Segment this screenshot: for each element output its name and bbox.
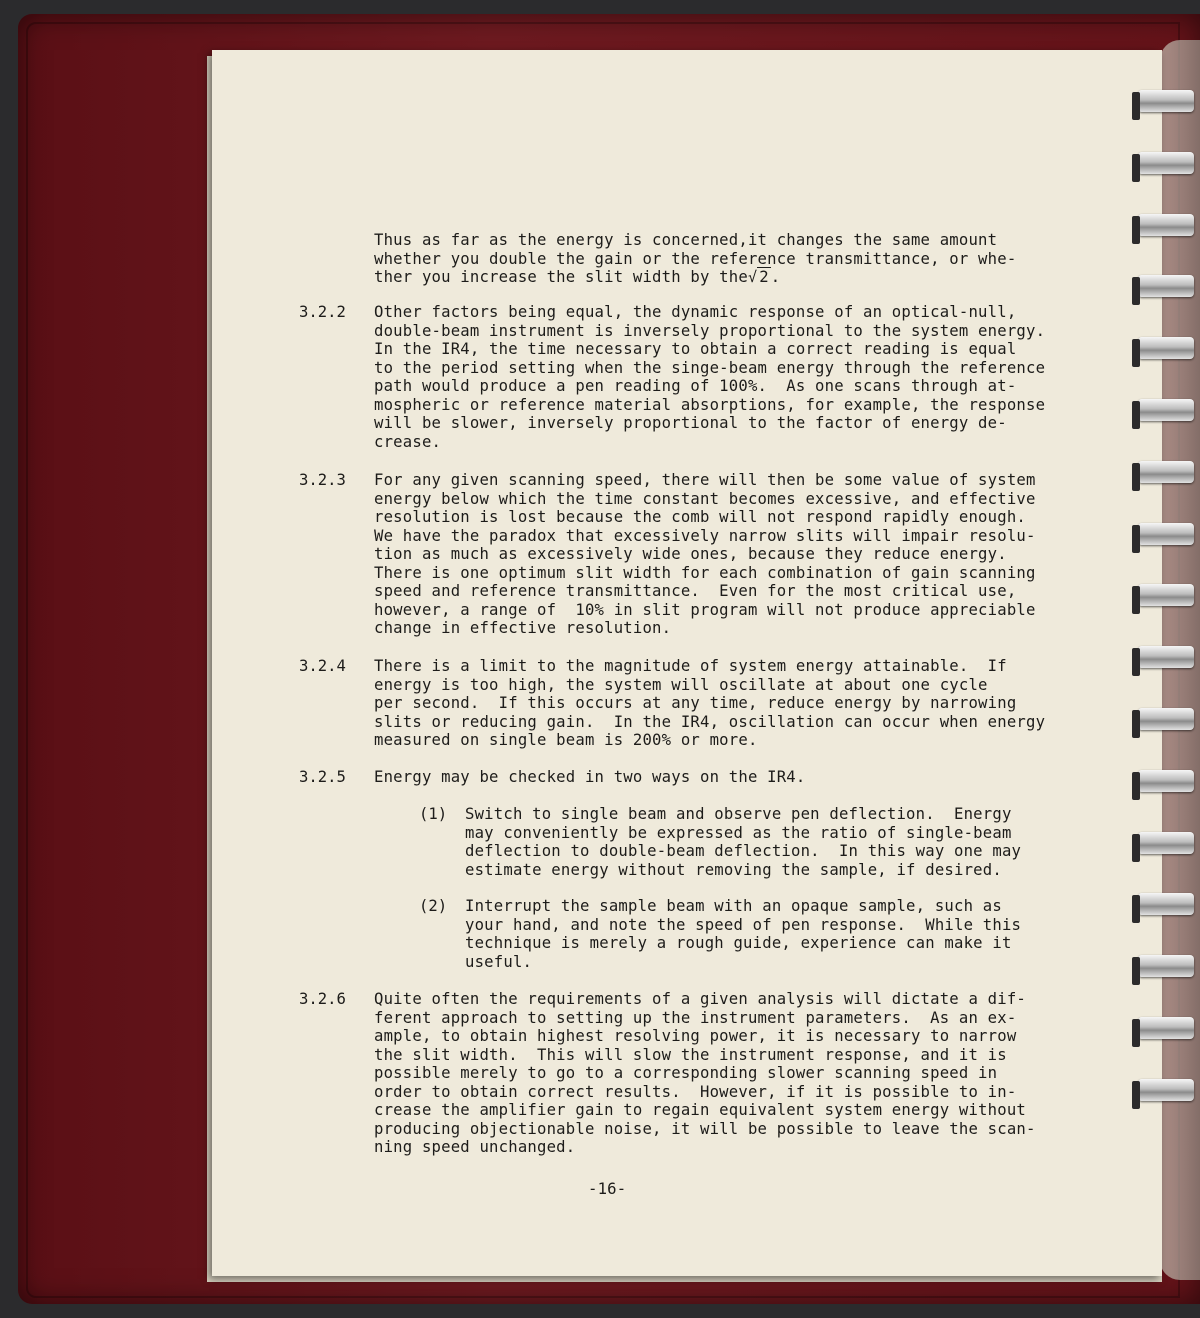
section-number: 3.2.3	[299, 471, 346, 489]
binder-ring	[1138, 893, 1194, 915]
text-line: For any given scanning speed, there will then be some value of system	[374, 471, 1036, 489]
sqrt-radicand: 2	[759, 268, 769, 286]
text-line: Thus as far as the energy is concerned,it changes the same amount	[374, 231, 998, 249]
binder-ring	[1138, 461, 1194, 483]
text-line: energy is too high, the system will oscillate at about one cycle	[374, 675, 988, 694]
text-line: may conveniently be expressed as the ratio of single-beam	[465, 823, 1012, 842]
text-line: Quite often the requirements of a given analysis will dictate a dif-	[374, 990, 1026, 1008]
text-line: Interrupt the sample beam with an opaque sample, such as	[465, 897, 1002, 915]
binder-ring	[1138, 399, 1194, 421]
text-line: per second. If this occurs at any time, reduce energy by narrowing	[374, 694, 1017, 712]
text-line: estimate energy without removing the sample, if desired.	[465, 860, 1002, 879]
text-line: will be slower, inversely proportional to the factor of energy de-	[374, 414, 1007, 432]
page-number: -16-	[588, 1180, 627, 1198]
binder-ring	[1138, 337, 1194, 359]
binder-ring	[1138, 955, 1194, 977]
binder-ring	[1138, 584, 1194, 606]
section-number: 3.2.6	[299, 990, 346, 1008]
text-line: measured on single beam is 200% or more.	[374, 731, 758, 749]
binder-ring	[1138, 90, 1194, 112]
text-line: your hand, and note the speed of pen response. While this	[465, 915, 1022, 934]
text-line: technique is merely a rough guide, experience can make it	[465, 934, 1012, 952]
text-line: In the IR4, the time necessary to obtain a correct reading is equal	[374, 340, 1017, 358]
text-line: path would produce a pen reading of 100%. As one scans through at-	[374, 377, 1017, 395]
binder-ring	[1138, 1017, 1194, 1039]
text-line: resolution is lost because the comb will not respond rapidly enough.	[374, 508, 1026, 526]
text-line: ample, to obtain highest resolving power, it is necessary to narrow	[374, 1027, 1017, 1045]
text-line: crease the amplifier gain to regain equivalent system energy without	[374, 1101, 1026, 1119]
text-line: producing objectionable noise, it will be possible to leave the scan-	[374, 1119, 1036, 1138]
text-line: deflection to double-beam deflection. In this way one may	[465, 842, 1022, 860]
binder-ring	[1138, 770, 1194, 792]
binder-ring	[1138, 214, 1194, 236]
text-line: speed and reference transmittance. Even for the most critical use,	[374, 582, 1017, 600]
document-page	[212, 50, 1162, 1276]
text-line: order to obtain correct results. However, if it is possible to in-	[374, 1082, 1017, 1101]
text-line: useful.	[465, 952, 533, 971]
text-line: change in effective resolution.	[374, 619, 672, 637]
text-line: the slit width. This will slow the instrument response, and it is	[374, 1045, 1007, 1064]
text-line: however, a range of 10% in slit program will not produce appreciable	[374, 600, 1036, 619]
binder-ring	[1138, 646, 1194, 668]
list-item-number: (2)	[419, 897, 448, 915]
text-line: ning speed unchanged.	[374, 1138, 576, 1156]
text-line: slits or reducing gain. In the IR4, oscillation can occur when energy	[374, 712, 1046, 731]
text-line: whether you double the gain or the reference transmittance, or whe-	[374, 249, 1017, 268]
binder-ring	[1138, 832, 1194, 854]
text-line: crease.	[374, 432, 442, 451]
text-line: energy below which the time constant becomes excessive, and effective	[374, 489, 1036, 508]
text-line: Energy may be checked in two ways on the IR4.	[374, 768, 806, 786]
list-item-number: (1)	[419, 805, 448, 823]
text-line: ferent approach to setting up the instrument parameters. As an ex-	[374, 1008, 1017, 1027]
binder-ring	[1138, 275, 1194, 297]
binder-rings	[1130, 30, 1200, 1290]
text-segment: ther you increase the slit width by the	[374, 268, 748, 286]
binder-ring	[1138, 708, 1194, 730]
section-number: 3.2.2	[299, 303, 346, 321]
text-line: There is a limit to the magnitude of system energy attainable. If	[374, 657, 1007, 675]
section-number: 3.2.4	[299, 657, 346, 675]
binder-ring	[1138, 523, 1194, 545]
text-segment: .	[770, 268, 781, 286]
text-line: possible merely to go to a corresponding slower scanning speed in	[374, 1064, 998, 1082]
text-line: double-beam instrument is inversely proportional to the system energy.	[374, 321, 1046, 340]
binder-ring	[1138, 152, 1194, 174]
text-line: Switch to single beam and observe pen deflection. Energy	[465, 805, 1012, 823]
text-line: mospheric or reference material absorptions, for example, the response	[374, 395, 1046, 414]
text-line: to the period setting when the singe-beam energy through the reference	[374, 358, 1046, 377]
binder-ring	[1138, 1079, 1194, 1101]
text-line: Other factors being equal, the dynamic response of an optical-null,	[374, 303, 1017, 321]
text-line	[374, 268, 780, 287]
text-line: There is one optimum slit width for each combination of gain scanning	[374, 563, 1036, 582]
sqrt-symbol: √	[747, 268, 758, 286]
text-line: We have the paradox that excessively narrow slits will impair resolu-	[374, 526, 1036, 545]
text-line: tion as much as excessively wide ones, because they reduce energy.	[374, 545, 1007, 563]
section-number: 3.2.5	[299, 768, 346, 786]
